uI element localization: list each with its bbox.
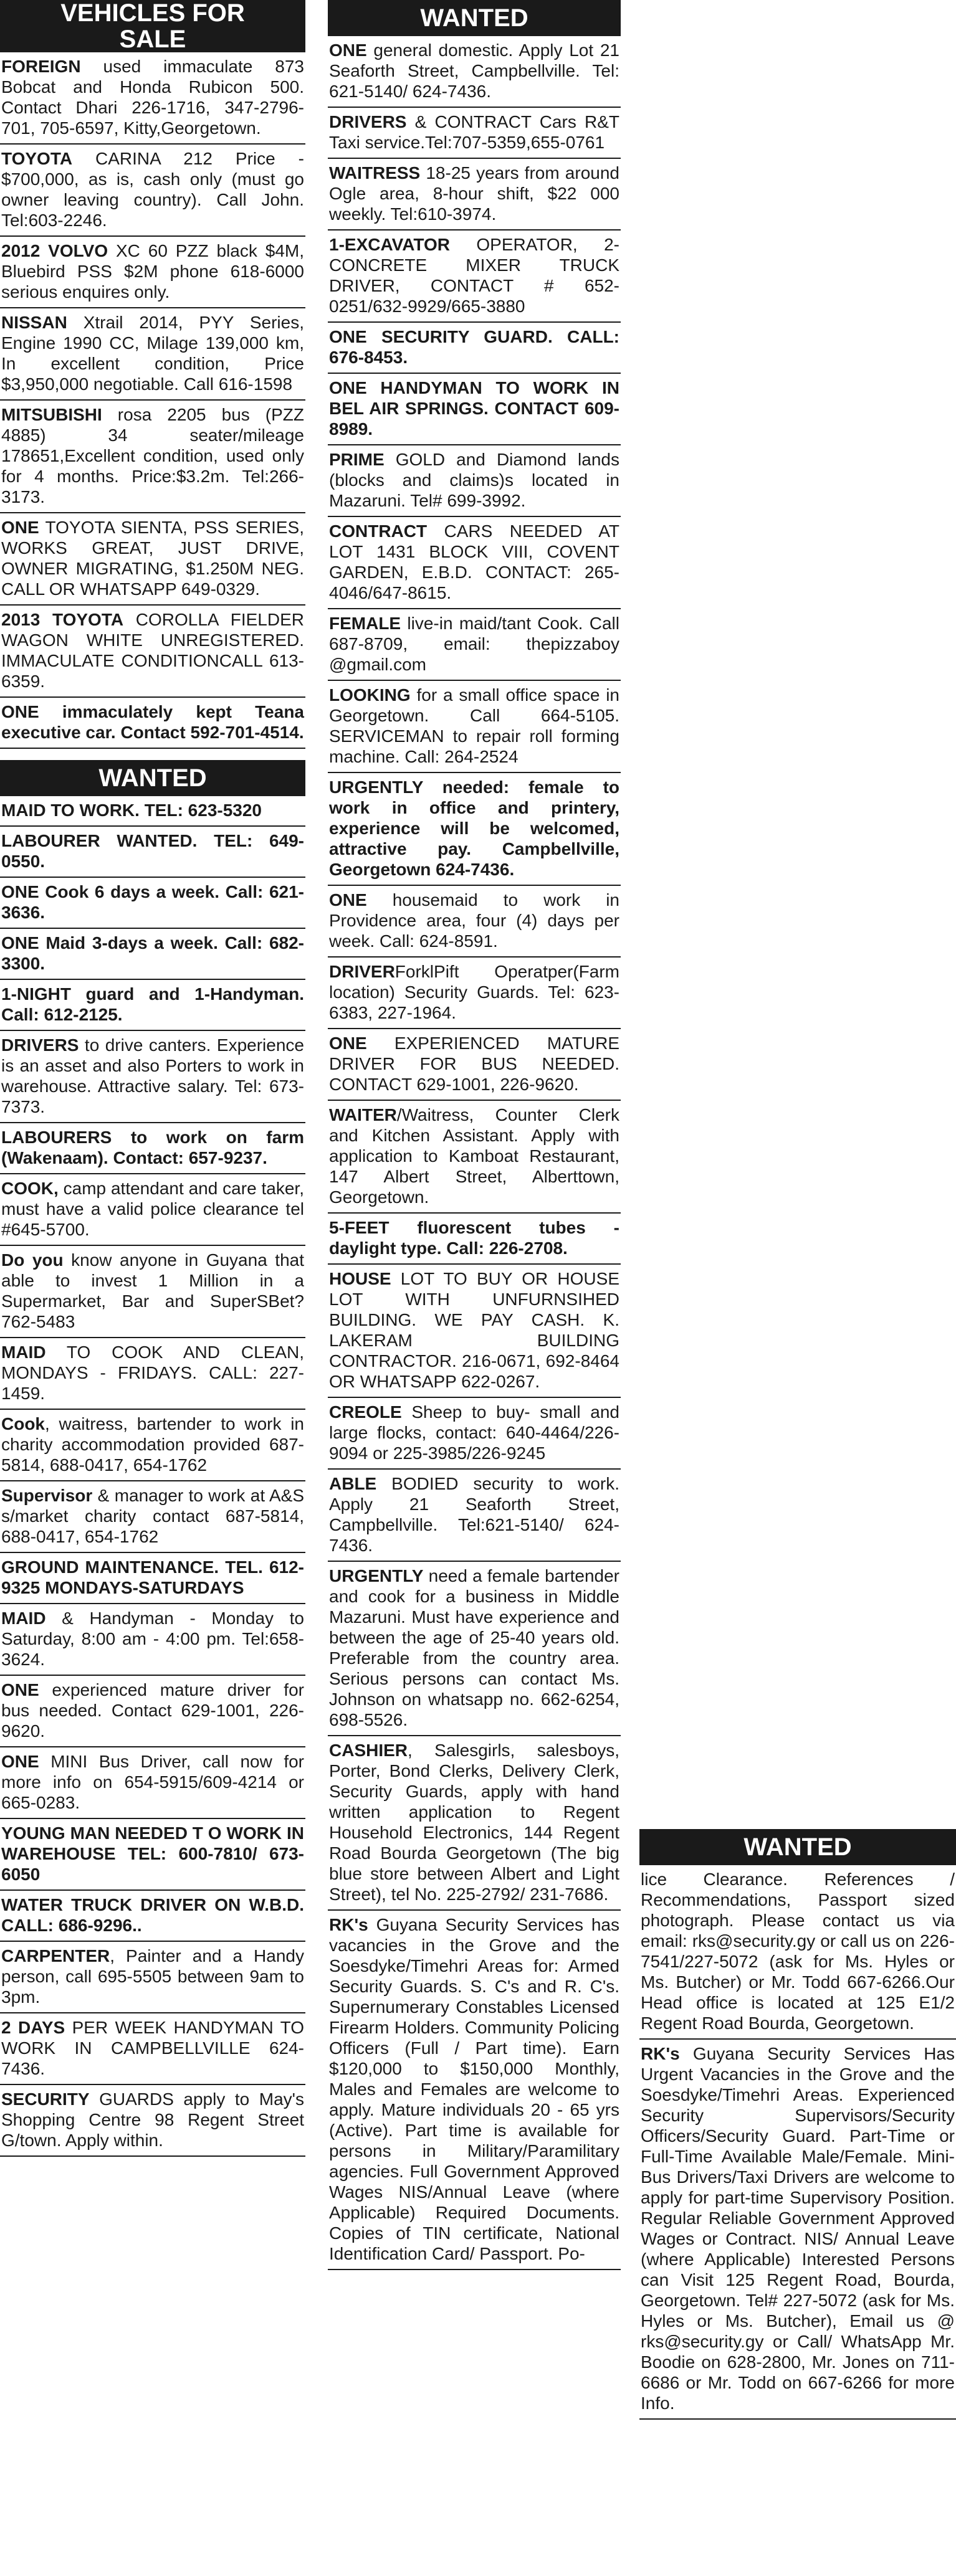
ad-body-text: for a small office space in Georgetown. Call 664-5105. SERVICEMAN to repair roll forming machine. Call: 264-2524 [329, 685, 619, 766]
ad-lead-text: GROUND MAINTENANCE. TEL. 612-9325 MONDAYS-SATURDAYS [1, 1557, 304, 1597]
ad-lead-text: LOOKING [329, 685, 411, 705]
ad-lead-text: Do you [1, 1250, 64, 1270]
ad-body-text: & Handyman - Monday to Saturday, 8:00 am - 4:00 pm. Tel:658-3624. [1, 1609, 304, 1669]
classified-ad [0, 2085, 305, 2157]
classified-ad [328, 958, 621, 1029]
classified-ad [0, 1604, 305, 1676]
classified-ad [0, 796, 305, 827]
ad-lead-text: YOUNG MAN NEEDED T O WORK IN WAREHOUSE TEL: 600-7810/ 673-6050 [1, 1823, 304, 1884]
ad-body-text: BODIED security to work. Apply 21 Seaforth Street, Campbellville. Tel:621-5140/ 624-7436. [329, 1474, 619, 1555]
ad-body-text: general domestic. Apply Lot 21 Seaforth Street, Campbellville. Tel: 621-5140/ 624-7436. [329, 40, 619, 101]
classified-ad [328, 1029, 621, 1101]
ad-body-text: Xtrail 2014, PYY Series, Engine 1990 CC, Milage 139,000 km, In excellent condition, Price $3,950,000 negotiable. Call 616-1598 [1, 313, 304, 394]
classified-ad [0, 698, 305, 749]
ad-lead-text: ONE Cook 6 days a week. Call: 621-3636. [1, 882, 304, 922]
section-header-wanted: WANTED [328, 0, 621, 36]
ad-body-text: experienced mature driver for bus needed. Contact 629-1001, 226-9620. [1, 1680, 304, 1741]
ad-body-text: Sheep to buy- small and large flocks, contact: 640-4464/226-9094 or 225-3985/226-9245 [329, 1402, 619, 1463]
ad-lead-text: ONE HANDYMAN TO WORK IN BEL AIR SPRINGS. CONTACT 609-8989. [329, 378, 619, 439]
ad-lead-text: ONE [1, 518, 39, 537]
column-3 [639, 0, 956, 2420]
classified-ad [328, 1265, 621, 1398]
ad-lead-text: SECURITY [1, 2089, 90, 2109]
ad-lead-text: LABOURER WANTED. TEL: 649-0550. [1, 831, 304, 871]
ad-lead-text: 1-NIGHT guard and 1-Handyman. Call: 612-2125. [1, 984, 304, 1024]
ad-lead-text: DRIVERS [1, 1035, 79, 1055]
ad-lead-text: RK's [641, 2044, 680, 2063]
ad-body-text: LOT TO BUY OR HOUSE LOT WITH UNFURNSIHED BUILDING. WE PAY CASH. K. LAKERAM BUILDING CONTRACTOR. 216-0671, 692-8464 OR WHATSAPP 622-0267. [329, 1269, 619, 1391]
ad-body-text: EXPERIENCED MATURE DRIVER FOR BUS NEEDED. CONTACT 629-1001, 226-9620. [329, 1034, 619, 1094]
classified-ad [0, 1410, 305, 1481]
classified-ad [328, 517, 621, 609]
ad-body-text: TO COOK AND CLEAN, MONDAYS - FRIDAYS. CALL: 227-1459. [1, 1343, 304, 1403]
ad-lead-text: 5-FEET fluorescent tubes - daylight type. Call: 226-2708. [329, 1218, 619, 1258]
ad-lead-text: WATER TRUCK DRIVER ON W.B.D. CALL: 686-9296.. [1, 1895, 304, 1935]
ad-lead-text: 2013 TOYOTA [1, 610, 124, 629]
ad-lead-text: ONE [1, 1752, 39, 1771]
ad-body-text: to drive canters. Experience is an asset and also Porters to work in warehouse. Attractive salary. Tel: 673-7373. [1, 1035, 304, 1116]
ad-body-text: , Painter and a Handy person, call 695-5505 between 9am to 3pm. [1, 1946, 304, 2007]
ad-lead-text: 2012 VOLVO [1, 241, 108, 260]
classified-ad [328, 886, 621, 958]
ad-lead-text: LABOURERS to work on farm (Wakenaam). Contact: 657-9237. [1, 1128, 304, 1167]
classified-ad [0, 2013, 305, 2085]
ad-body-text: & manager to work at A&S s/market charity contact 687-5814, 688-0417, 654-1762 [1, 1486, 304, 1546]
classified-ad [328, 323, 621, 374]
classified-ad [0, 980, 305, 1031]
classified-ad [0, 1174, 305, 1246]
ad-lead-text: ONE immaculately kept Teana executive car. Contact 592-701-4514. [1, 702, 304, 742]
classified-ad [0, 606, 305, 698]
classified-ad [328, 108, 621, 159]
ad-body-text: ForklPift Operatper(Farm location) Security Guards. Tel: 623-6383, 227-1964. [329, 962, 619, 1022]
classified-ad [328, 1736, 621, 1911]
ad-lead-text: RK's [329, 1915, 368, 1934]
ad-lead-text: MAID [1, 1609, 46, 1628]
classified-ad [0, 513, 305, 606]
classified-ad [0, 1031, 305, 1123]
classified-ad [0, 878, 305, 929]
ad-lead-text: COOK, [1, 1179, 59, 1198]
ad-lead-text: URGENTLY [329, 1566, 424, 1585]
classified-ad [0, 145, 305, 237]
ad-lead-text: ONE [329, 1034, 367, 1053]
classified-ad [639, 2040, 956, 2420]
classified-ad [328, 1470, 621, 1562]
classified-ad [0, 1747, 305, 1819]
header-line-2: SALE [119, 26, 186, 53]
ad-lead-text: ONE Maid 3-days a week. Call: 682-3300. [1, 933, 304, 973]
classified-ad [328, 609, 621, 681]
ad-lead-text: ABLE [329, 1474, 377, 1493]
classified-ad [0, 827, 305, 878]
classified-ad [328, 36, 621, 108]
ad-body-text: housemaid to work in Providence area, four (4) days per week. Call: 624-8591. [329, 890, 619, 951]
ad-lead-text: MAID [1, 1343, 46, 1362]
ad-body-text: XC 60 PZZ black $4M, Bluebird PSS $2M phone 618-6000 serious enquires only. [1, 241, 304, 302]
ad-lead-text: CREOLE [329, 1402, 402, 1422]
ad-body-text: live-in maid/tant Cook. Call 687-8709, email: thepizzaboy @gmail.com [329, 614, 619, 674]
ad-lead-text: ONE [329, 890, 367, 910]
ad-lead-text: MITSUBISHI [1, 405, 102, 424]
section-header-vehicles-for-sale [0, 0, 305, 52]
ad-body-text: 18-25 years from around Ogle area, 8-hour shift, $22 000 weekly. Tel:610-3974. [329, 163, 619, 224]
classified-ad [328, 681, 621, 773]
classified-ad [328, 374, 621, 445]
ad-body-text: GOLD and Diamond lands (blocks and claims)s located in Mazaruni. Tel# 699-3992. [329, 450, 619, 510]
classified-ad [0, 1942, 305, 2013]
column-2 [328, 0, 621, 2270]
ad-lead-text: 1-EXCAVATOR [329, 235, 450, 254]
ad-body-text: rosa 2205 bus (PZZ 4885) 34 seater/mileage 178651,Excellent condition, used only for 4 months. Price:$3.2m. Tel:266-3173. [1, 405, 304, 506]
ad-body-text: CARS NEEDED AT LOT 1431 BLOCK VIII, COVENT GARDEN, E.B.D. CONTACT: 265-4046/647-8615. [329, 521, 619, 602]
ad-lead-text: URGENTLY needed: female to work in office and printery, experience will be welcomed, attractive pay. Campbellville, Georgetown 624-7436. [329, 777, 619, 879]
ad-body-text: TOYOTA SIENTA, PSS SERIES, WORKS GREAT, JUST DRIVE, OWNER MIGRATING, $1.250M NEG. CALL OR WHATSAPP 649-0329. [1, 518, 304, 599]
ad-lead-text: NISSAN [1, 313, 67, 332]
ad-lead-text: DRIVER [329, 962, 395, 981]
ad-lead-text: DRIVERS [329, 112, 407, 131]
classified-ad [0, 308, 305, 401]
ad-body-text: & CONTRACT Cars R&T Taxi service.Tel:707-5359,655-0761 [329, 112, 619, 152]
classified-ad [0, 1819, 305, 1891]
classified-ad [0, 1553, 305, 1604]
classified-ad [0, 1338, 305, 1410]
ad-body-text: need a female bartender and cook for a business in Middle Mazaruni. Must have experience and between the age of 25-40 years old. Preferable from the country area. Serious persons can contact Ms. Johnson on whatsapp no. 662-6254, 698-5526. [329, 1566, 619, 1729]
section-header-wanted: WANTED [0, 760, 305, 796]
classified-ad [0, 52, 305, 145]
ad-body-text: lice Clearance. References / Recommendations, Passport sized photograph. Please contact us via email: rks@security.gy or call us on 226-7541/227-5072 (ask for Ms. Hyles or Ms. Butcher) or Mr. Todd 667-6266.Our Head office is located at 125 E1/2 Regent Road Bourda, Georgetown. [641, 1870, 955, 2033]
ad-body-text: GUARDS apply to May's Shopping Centre 98 Regent Street G/town. Apply within. [1, 2089, 304, 2150]
classified-ad [328, 159, 621, 231]
classified-ad [328, 1398, 621, 1470]
ad-lead-text: Supervisor [1, 1486, 93, 1505]
header-line-1: VEHICLES FOR [60, 0, 245, 27]
ad-body-text: /Waitress, Counter Clerk and Kitchen Assistant. Apply with application to Kamboat Restaurant, 147 Albert Street, Alberttown, Georgetown. [329, 1105, 619, 1207]
classified-ad [328, 1101, 621, 1214]
ad-lead-text: ONE [1, 1680, 39, 1699]
classified-ad [328, 1911, 621, 2270]
classified-ad [0, 1676, 305, 1747]
ad-body-text: OPERATOR, 2- CONCRETE MIXER TRUCK DRIVER, CONTACT # 652-0251/632-9929/665-3880 [329, 235, 619, 316]
vehicles-ads-list [0, 52, 305, 749]
classified-ad [0, 401, 305, 513]
ad-body-text: camp attendant and care taker, must have a valid police clearance tel #645-5700. [1, 1179, 304, 1239]
classified-ad [0, 1891, 305, 1942]
ad-body-text: , Salesgirls, salesboys, Porter, Bond Clerks, Delivery Clerk, Security Guards, apply with hand written application to Regent Household Electronics, 144 Regent Road Bourda Georgetown (The big blue store between Albert and Light Street), tel No. 225-2792/ 231-7686. [329, 1741, 619, 1904]
classified-ad [328, 773, 621, 886]
ad-body-text: , waitress, bartender to work in charity accommodation provided 687-5814, 688-0417, 654-1762 [1, 1414, 304, 1475]
ad-lead-text: CONTRACT [329, 521, 428, 541]
ad-body-text: Guyana Security Services has vacancies in the Grove and the Soesdyke/Timehri Areas for: Armed Security Guards. S. C's and R. C's. Supernumerary Constables Licensed Firearm Holders. Community Policing Officers (Full / Part time). Earn $120,000 to $150,000 Monthly, Males and Females are welcome to apply. Mature individuals 20 - 65 yrs (Active). Part time is available for persons in Military/Paramilitary agencies. Full Government Approved Wages NIS/Annual Leave (where Applicable) Required Documents. Copies of TIN certificate, National Identification Card/ Passport. Po- [329, 1915, 619, 2263]
classified-ad [0, 237, 305, 308]
wanted-ads-list [328, 36, 621, 2270]
ad-body-text: MINI Bus Driver, call now for more info on 654-5915/609-4214 or 665-0283. [1, 1752, 304, 1812]
classified-ad [328, 1562, 621, 1736]
classified-ad [328, 1214, 621, 1265]
ad-body-text: Guyana Security Services Has Urgent Vacancies in the Grove and the Soesdyke/Timehri Areas. Experienced Security Supervisors/Security Officers/Security Guard. Part-Time or Full-Time Available Male/Female. Mini-Bus Drivers/Taxi Drivers are welcome to apply for part-time Supervisory Position. Regular Reliable Government Approved Wages or Contract. NIS/ Annual Leave (where Applicable) Interested Persons can Visit 125 Regent Road, Bourda, Georgetown. Tel# 227-5072 (ask for Ms. Hyles or Ms. Butcher), Email us @ rks@security.gy or Call/ WhatsApp Mr. Boodie on 628-2800, Mr. Jones on 711-6686 or Mr. Todd on 667-6266 for more Info. [641, 2044, 955, 2413]
blank-space [639, 0, 956, 1829]
ad-body-text: know anyone in Guyana that able to invest 1 Million in a Supermarket, Bar and SuperSBet? 762-5483 [1, 1250, 304, 1331]
ad-lead-text: PRIME [329, 450, 385, 469]
ad-lead-text: Cook [1, 1414, 45, 1433]
column-1 [0, 0, 305, 2157]
ad-body-text: used immaculate 873 Bobcat and Honda Rubicon 500. Contact Dhari 226-1716, 347-2796-701, 705-6597, Kitty,Georgetown. [1, 57, 304, 138]
ad-lead-text: FOREIGN [1, 57, 81, 76]
ad-body-text: PER WEEK HANDYMAN TO WORK IN CAMPBELLVILLE 624-7436. [1, 2018, 305, 2078]
ad-body-text: CARINA 212 Price - $700,000, as is, cash only (must go owner leaving country). Call John. Tel:603-2246. [1, 149, 304, 230]
ad-lead-text: WAITER [329, 1105, 397, 1124]
classified-ad [328, 231, 621, 323]
ad-body-text: COROLLA FIELDER WAGON WHITE UNREGISTERED. IMMACULATE CONDITIONCALL 613-6359. [1, 610, 304, 691]
ad-lead-text: ONE SECURITY GUARD. CALL: 676-8453. [329, 327, 619, 367]
classified-ad [0, 1481, 305, 1553]
ad-lead-text: TOYOTA [1, 149, 73, 168]
ad-lead-text: 2 DAYS [1, 2018, 65, 2037]
classified-ad [0, 929, 305, 980]
ad-lead-text: MAID TO WORK. TEL: 623-5320 [1, 801, 262, 820]
ad-lead-text: WAITRESS [329, 163, 421, 183]
classified-ad [639, 1865, 956, 2040]
classified-ad [0, 1123, 305, 1174]
classified-ad [0, 1246, 305, 1338]
ad-lead-text: ONE [329, 40, 367, 60]
section-header-wanted: WANTED [639, 1829, 956, 1865]
ad-lead-text: HOUSE [329, 1269, 391, 1288]
ad-lead-text: FEMALE [329, 614, 401, 633]
wanted-ads-list [639, 1865, 956, 2420]
wanted-ads-list [0, 796, 305, 2157]
ad-lead-text: CASHIER [329, 1741, 408, 1760]
classified-ad [328, 445, 621, 517]
ad-lead-text: CARPENTER [1, 1946, 110, 1965]
